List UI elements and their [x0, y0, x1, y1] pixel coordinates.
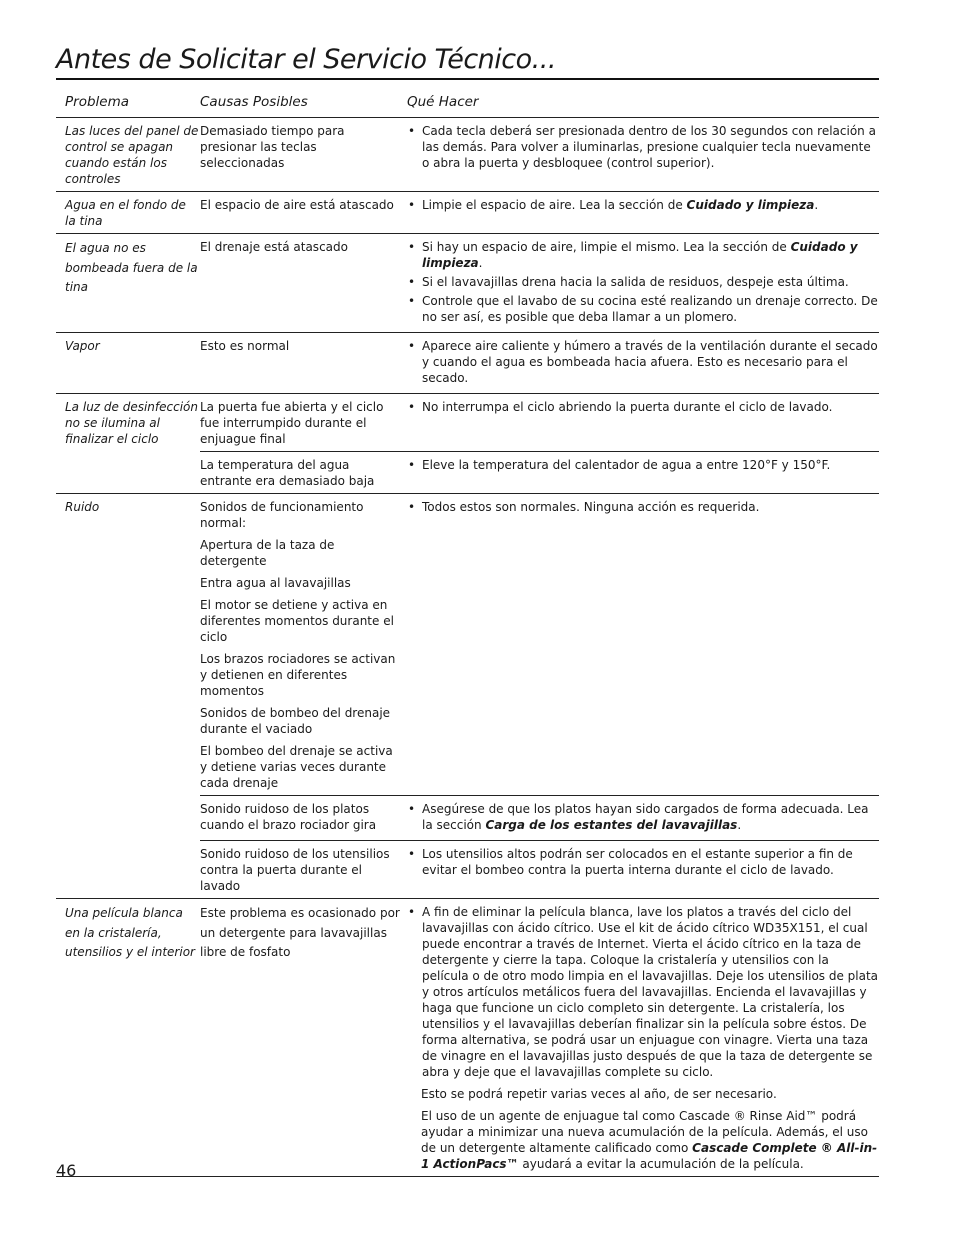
actions-cell: [407, 899, 879, 1176]
cause-action-pair: [200, 840, 879, 898]
cause-action-pair: [200, 451, 879, 493]
action-bullet: [407, 274, 879, 290]
action-text: Controle que el lavabo de su cocina esté realizando un drenaje correcto. De no ser así, es posible que deba llamar a un plomero.: [422, 294, 878, 324]
causes-cell: [200, 333, 407, 393]
sub-rows: [200, 234, 879, 332]
causes-cell: [200, 394, 407, 451]
sub-rows: [200, 192, 879, 233]
problem-cell: El agua no es bombeada fuera de la tina: [65, 241, 198, 294]
action-bullet: [407, 499, 879, 515]
bullet-icon: •: [408, 198, 416, 212]
bullet-icon: •: [408, 458, 416, 472]
page-number: 46: [56, 1161, 77, 1180]
header-actions: Qué Hacer: [407, 94, 479, 110]
cause-action-pair: [200, 394, 879, 451]
action-paragraph: Esto se podrá repetir varias veces al año, de ser necesario.: [421, 1087, 777, 1101]
cause-text: Los brazos rociadores se activan y detienen en diferentes momentos: [200, 652, 396, 698]
action-text: [422, 801, 879, 833]
action-bullet: [407, 399, 879, 415]
emphasis-text: Cuidado y limpieza: [686, 198, 815, 212]
causes-cell: [200, 796, 407, 840]
action-text: [422, 239, 879, 271]
emphasis-text: Carga de los estantes del lavavajillas: [485, 818, 738, 832]
actions-cell: [407, 841, 879, 898]
action-text: Si el lavavajillas drena hacia la salida de residuos, despeje esta última.: [422, 275, 849, 289]
problem-cell: La luz de desinfección no se ilumina al finalizar el ciclo: [65, 400, 198, 446]
action-bullet: [407, 457, 879, 473]
cause-text: Sonidos de funcionamiento normal:: [200, 500, 364, 530]
cause-text: Esto es normal: [200, 339, 290, 353]
bullet-icon: •: [408, 500, 416, 514]
cause-action-pair: [200, 192, 879, 220]
bullet-icon: •: [408, 275, 416, 289]
action-text: Los utensilios altos podrán ser colocados en el estante superior a fin de evitar el bombeo contra la puerta interna durante el ciclo de lavado.: [422, 847, 853, 877]
bullet-icon: •: [408, 905, 416, 919]
text-segment: .: [737, 818, 742, 832]
causes-cell: [200, 841, 407, 898]
cause-action-pair: [200, 118, 879, 178]
action-text: [422, 197, 879, 213]
action-text: Cada tecla deberá ser presionada dentro de los 30 segundos con relación a las demás. Para volver a iluminarlas, presione cualquier tecla nuevamente o abra la puerta y desbloquee (control superior).: [422, 124, 876, 170]
action-text: Todos estos son normales. Ninguna acción es requerida.: [422, 500, 760, 514]
action-text: Aparece aire caliente y húmero a través de la ventilación durante el secado y cuando el agua es bombeada hacia afuera. Esto es necesario para el secado.: [422, 339, 878, 385]
cause-text: Demasiado tiempo para presionar las teclas seleccionadas: [200, 124, 345, 170]
actions-cell: [407, 192, 879, 220]
cause-text: Sonido ruidoso de los platos cuando el brazo rociador gira: [200, 802, 377, 832]
cause-action-pair: [200, 899, 879, 1176]
bullet-icon: •: [408, 124, 416, 138]
sub-rows: [200, 899, 879, 1176]
cause-text: Entra agua al lavavajillas: [200, 576, 351, 590]
causes-cell: [200, 494, 407, 795]
action-bullet: [407, 293, 879, 325]
text-segment: El uso de un agente de enjuague tal como Cascade ® Rinse Aid™ podrá ayudar a minimizar una nueva acumulación de la película. Además, el uso de un detergente altamente calificado como: [421, 1109, 868, 1155]
table-row: [56, 234, 879, 333]
text-segment: .: [814, 198, 819, 212]
actions-cell: [407, 333, 879, 393]
cause-action-pair: [200, 494, 879, 795]
bullet-icon: •: [408, 339, 416, 353]
cause-text: Este problema es ocasionado por un detergente para lavavajillas libre de fosfato: [200, 906, 400, 959]
table-row: [56, 118, 879, 192]
text-segment: Limpie el espacio de aire. Lea la sección de: [422, 198, 687, 212]
cause-text: Apertura de la taza de detergente: [200, 538, 335, 568]
sub-rows: [200, 394, 879, 493]
action-text: A fin de eliminar la película blanca, lave los platos a través del ciclo del lavavajillas con ácido cítrico. Use el kit de ácido cítrico WD35X151, el cual puede encontrar a través de Internet. Vierta el ácido cítrico en la taza de detergente y cierre la tapa. Coloque la cristalería y utensilios con la película o de otro modo limpia en el lavavajillas. Deje los utensilios de plata y otros artículos metálicos fuera del lavavajillas. Encienda el lavavajillas y haga que funcione un ciclo completo sin detergente. La cristalería, los utensilios y el lavavajillas deberían finalizar sin la película sobre éstos. De forma alternativa, se podrá usar un enjuague con vinagre. Vierta una taza de vinagre en el lavavajillas justo después de que la taza de detergente se abra y deje que el lavavajillas complete su ciclo.: [422, 905, 879, 1079]
cause-text: Sonidos de bombeo del drenaje durante el vaciado: [200, 706, 391, 736]
problem-cell: Una película blanca en la cristalería, utensilios y el interior: [65, 906, 195, 959]
causes-cell: [200, 452, 407, 493]
cause-text: El espacio de aire está atascado: [200, 198, 394, 212]
emphasis-text: Cascade Complete ® All-in-1 ActionPacs™: [421, 1141, 878, 1171]
text-segment: ayudará a evitar la acumulación de la película.: [518, 1157, 804, 1171]
cause-text: El motor se detiene y activa en diferentes momentos durante el ciclo: [200, 598, 394, 644]
text-segment: Asegúrese de que los platos hayan sido cargados de forma adecuada. Lea la sección: [422, 802, 869, 832]
header-causes: Causas Posibles: [200, 94, 308, 110]
table-row: [56, 899, 879, 1177]
actions-cell: [407, 452, 879, 493]
table-header: [56, 86, 879, 118]
sub-rows: [200, 494, 879, 898]
problem-cell: Ruido: [65, 500, 100, 514]
action-text: No interrumpa el ciclo abriendo la puerta durante el ciclo de lavado.: [422, 400, 833, 414]
troubleshooting-table: [56, 86, 879, 1177]
cause-text: La puerta fue abierta y el ciclo fue interrumpido durante el enjuague final: [200, 400, 384, 446]
sub-rows: [200, 118, 879, 191]
bullet-icon: •: [408, 240, 416, 254]
bullet-icon: •: [408, 802, 416, 816]
actions-cell: [407, 494, 879, 795]
bullet-icon: •: [408, 294, 416, 308]
cause-text: La temperatura del agua entrante era demasiado baja: [200, 458, 375, 488]
table-row: [56, 333, 879, 394]
problem-cell: Vapor: [65, 339, 100, 353]
table-body: [56, 118, 879, 1177]
action-bullet: [407, 846, 879, 878]
causes-cell: [200, 192, 407, 220]
table-row: [56, 192, 879, 234]
actions-cell: [407, 118, 879, 178]
problem-cell: Agua en el fondo de la tina: [65, 198, 186, 228]
cause-text: El drenaje está atascado: [200, 240, 348, 254]
emphasis-text: Cuidado y limpieza: [422, 240, 858, 270]
bullet-icon: •: [408, 847, 416, 861]
cause-text: El bombeo del drenaje se activa y detiene varias veces durante cada drenaje: [200, 744, 393, 790]
cause-action-pair: [200, 795, 879, 840]
cause-text: Sonido ruidoso de los utensilios contra la puerta durante el lavado: [200, 847, 390, 893]
action-bullet: [407, 904, 879, 1080]
causes-cell: [200, 118, 407, 178]
action-bullet: [407, 239, 879, 271]
action-text: Eleve la temperatura del calentador de agua a entre 120°F y 150°F.: [422, 458, 831, 472]
text-segment: Si hay un espacio de aire, limpie el mismo. Lea la sección de: [422, 240, 791, 254]
actions-cell: [407, 394, 879, 451]
actions-cell: [407, 234, 879, 332]
action-bullet: [407, 123, 879, 171]
header-problem: Problema: [65, 94, 129, 110]
causes-cell: [200, 899, 407, 1176]
cause-action-pair: [200, 333, 879, 393]
cause-action-pair: [200, 234, 879, 332]
table-row: [56, 494, 879, 899]
causes-cell: [200, 234, 407, 332]
action-bullet: [407, 197, 879, 213]
title-rule: [56, 78, 879, 80]
text-segment: .: [478, 256, 483, 270]
table-row: [56, 394, 879, 494]
action-paragraph: [407, 1108, 879, 1172]
actions-cell: [407, 796, 879, 840]
action-bullet: [407, 338, 879, 386]
bullet-icon: •: [408, 400, 416, 414]
problem-cell: Las luces del panel de control se apagan cuando están los controles: [65, 124, 199, 186]
sub-rows: [200, 333, 879, 393]
page-title: Antes de Solicitar el Servicio Técnico...: [56, 44, 556, 75]
action-bullet: [407, 801, 879, 833]
